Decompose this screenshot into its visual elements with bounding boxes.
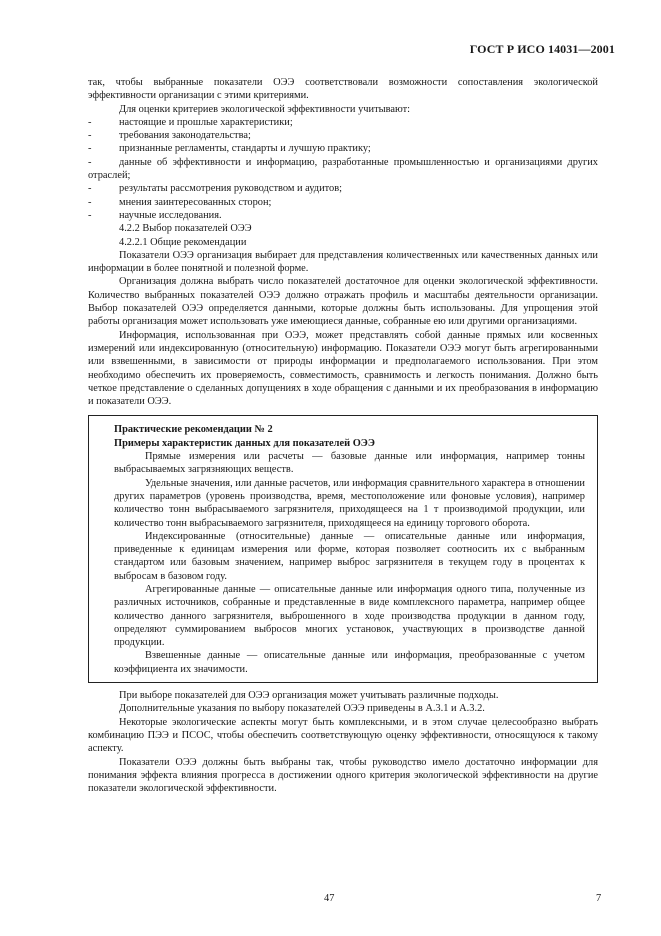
paragraph: Информация, использованная при ОЭЭ, может представлять собой данные прямых или косвенных измерений или индексированную (относительную) информацию. Показатели ОЭЭ могут быть агрегированными или взвешенными, в зависимости от природы информации и предполагаемого использования. При этом необходимо обеспечить их проверяемость, совместимость, сравнимость и легкость понимания. Должно быть четкое представление о сделанных допущениях в ходе обращения с данными и их преобразования в информацию и показатели ОЭЭ. [88, 329, 598, 408]
paragraph: так, чтобы выбранные показатели ОЭЭ соответствовали возможности сопоставления экологической эффективности организации с этими критериями. [88, 77, 598, 102]
paragraph: Для оценки критериев экологической эффективности учитывают: [119, 103, 411, 115]
list-item: - данные об эффективности и информацию, разработанные промышленностью и организациями других отраслей; [88, 156, 598, 182]
list-item: - настоящие и прошлые характеристики; [88, 116, 293, 128]
page-number-right: 7 [596, 893, 602, 904]
list-item: - научные исследования. [88, 209, 222, 221]
box-paragraph: Прямые измерения или расчеты — базовые данные или информация, например тонны выбрасываемых загрязняющих веществ. [114, 451, 585, 476]
page-body [88, 76, 598, 795]
paragraph: Показатели ОЭЭ организация выбирает для представления количественных или качественных данных или информации в более понятной и полезной форме. [88, 249, 598, 275]
section-heading: 4.2.2 Выбор показателей ОЭЭ [119, 223, 252, 235]
practical-recommendations-box [88, 415, 598, 683]
box-subtitle: Примеры характеристик данных для показателей ОЭЭ [114, 437, 375, 449]
subsection-heading: 4.2.2.1 Общие рекомендации [119, 236, 247, 248]
box-paragraph: Агрегированные данные — описательные данные или информация одного типа, полученные из различных источников, собранные и представленные в виде комплексного параметра, например общее количество данного загрязнителя, выброшенного в ходе производства продукции в данном году, определяют суммированием выбросов многих установок, участвующих в производстве данной продукции. [114, 583, 585, 649]
box-paragraph: Взвешенные данные — описательные данные или информация, преобразованные с учетом коэффициента их значимости. [114, 650, 585, 675]
standard-header: ГОСТ Р ИСО 14031—2001 [469, 42, 615, 56]
box-title: Практические рекомендации № 2 [114, 424, 273, 436]
box-paragraph: Удельные значения, или данные расчетов, или информация сравнительного характера в отношении других параметров (уровень производства, время, местоположение или фоновые условия), например количество тонн выбрасываемого загрязнителя, приходящееся на 1 т производимой продукции, или количество тонн выбрасываемого загрязнителя, приходящееся на единицу торгового оборота. [114, 477, 585, 529]
paragraph: При выборе показателей для ОЭЭ организация может учитывать различные подходы. [119, 690, 499, 702]
list-item: - результаты рассмотрения руководством и аудитов; [88, 183, 343, 195]
paragraph: Дополнительные указания по выбору показателей ОЭЭ приведены в А.3.1 и А.3.2. [119, 703, 485, 715]
list-item: - признанные регламенты, стандарты и лучшую практику; [88, 143, 371, 155]
paragraph: Организация должна выбрать число показателей достаточное для оценки экологической эффективности. Количество выбранных показателей ОЭЭ должно отражать профиль и масштабы деятельности организации. Выбор показателей ОЭЭ определяется данными, которые должны быть использованы. Для упрощения этой работы организация может использовать уже имеющиеся данные, собранные ею или другими организациями. [88, 276, 598, 328]
page-number-center: 47 [324, 893, 335, 904]
paragraph: Показатели ОЭЭ должны быть выбраны так, чтобы руководство имело достаточно информации для понимания эффекта влияния прогресса в достижении одного критерия экологической эффективности на другие показатели экологической эффективности. [88, 756, 598, 795]
paragraph: Некоторые экологические аспекты могут быть комплексными, и в этом случае целесообразно выбрать комбинацию ПЭЭ и ПСОС, чтобы обеспечить соответствующую оценку эффективности, относящуюся к такому аспекту. [88, 716, 598, 755]
box-paragraph: Индексированные (относительные) данные — описательные данные или информация, приведенные к единицам измерения или форме, которая позволяет соотносить их с выбранным стандартом или базовым значением, например выброс загрязнителя в текущем году в процентах к выбросам в базовом году. [114, 530, 585, 582]
list-item: - мнения заинтересованных сторон; [88, 196, 272, 208]
list-item: - требования законодательства; [88, 130, 251, 142]
